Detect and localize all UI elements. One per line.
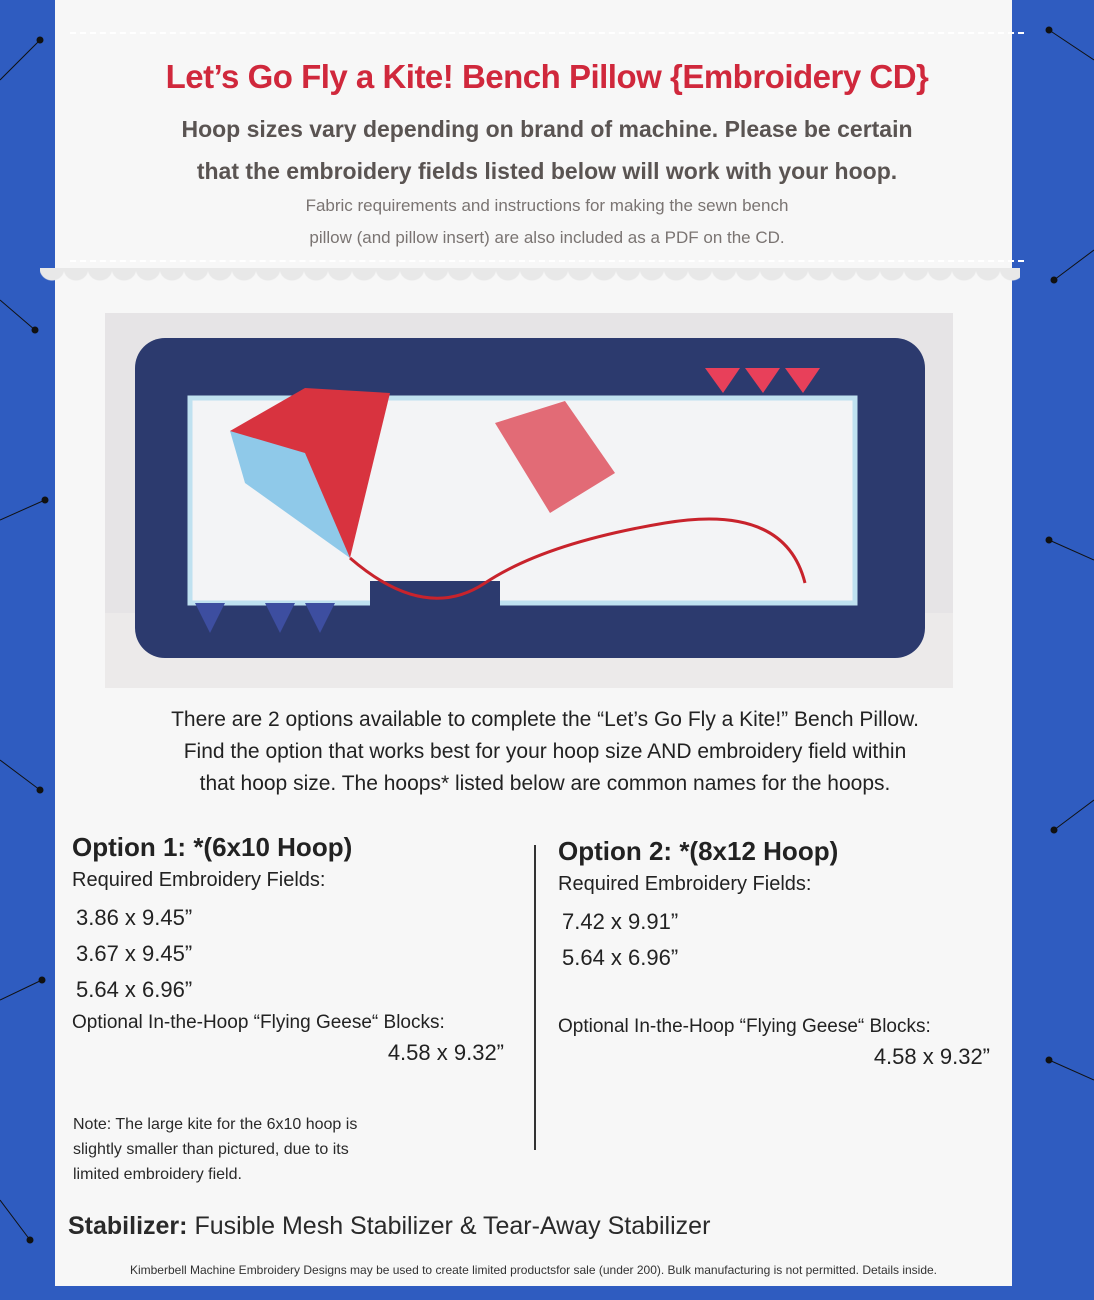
stabilizer-value: Fusible Mesh Stabilizer & Tear-Away Stabilizer (194, 1212, 711, 1240)
option-title: Option 2: *(8x12 Hoop) (558, 836, 839, 866)
stitch-line-bottom (70, 260, 1024, 262)
field-size: 3.67 x 9.45” (76, 941, 193, 966)
info-line: pillow (and pillow insert) are also included as a PDF on the CD. (309, 228, 785, 247)
field-size: 5.64 x 6.96” (562, 945, 679, 970)
footer-disclaimer: Kimberbell Machine Embroidery Designs may be used to create limited productsfor sale (under 200). Bulk manufacturing is not permitted. Details inside. (129, 1263, 938, 1277)
scallop-edge (40, 268, 1020, 292)
optional-label: Optional In-the-Hoop “Flying Geese“ Blocks: (558, 1016, 931, 1037)
info-line: Fabric requirements and instructions for making the sewn bench (305, 196, 789, 215)
note-line: Note: The large kite for the 6x10 hoop is (73, 1116, 358, 1133)
hoop-warning (0, 108, 1094, 192)
optional-size: 4.58 x 9.32” (873, 1044, 990, 1069)
fields-label: Required Embroidery Fields: (72, 869, 326, 891)
note (73, 1112, 433, 1187)
pdf-info (0, 190, 1094, 254)
stabilizer-label: Stabilizer: (68, 1212, 188, 1240)
column-divider (534, 845, 536, 1150)
option-2 (558, 836, 990, 1070)
fields-label: Required Embroidery Fields: (558, 873, 812, 895)
page-title: Let’s Go Fly a Kite! Bench Pillow {Embroidery CD} (165, 58, 929, 95)
intro-text (60, 704, 1030, 800)
note-line: limited embroidery field. (73, 1166, 242, 1183)
option-1 (72, 832, 504, 1066)
warning-line: Hoop sizes vary depending on brand of machine. Please be certain (181, 116, 913, 142)
intro-line: Find the option that works best for your hoop size AND embroidery field within (183, 740, 907, 763)
field-size: 7.42 x 9.91” (562, 909, 679, 934)
option-title: Option 1: *(6x10 Hoop) (72, 832, 353, 862)
pillow-photo (105, 313, 953, 688)
optional-size: 4.58 x 9.32” (387, 1040, 504, 1065)
field-size: 3.86 x 9.45” (76, 905, 193, 930)
stitch-line-top (70, 32, 1024, 34)
field-size: 5.64 x 6.96” (76, 977, 193, 1002)
stabilizer (68, 1212, 710, 1241)
intro-line: There are 2 options available to complete the “Let’s Go Fly a Kite!” Bench Pillow. (171, 708, 919, 731)
optional-label: Optional In-the-Hoop “Flying Geese“ Blocks: (72, 1012, 445, 1033)
intro-line: that hoop size. The hoops* listed below are common names for the hoops. (199, 772, 891, 795)
warning-line: that the embroidery fields listed below will work with your hoop. (196, 158, 898, 184)
note-line: slightly smaller than pictured, due to its (73, 1141, 349, 1158)
